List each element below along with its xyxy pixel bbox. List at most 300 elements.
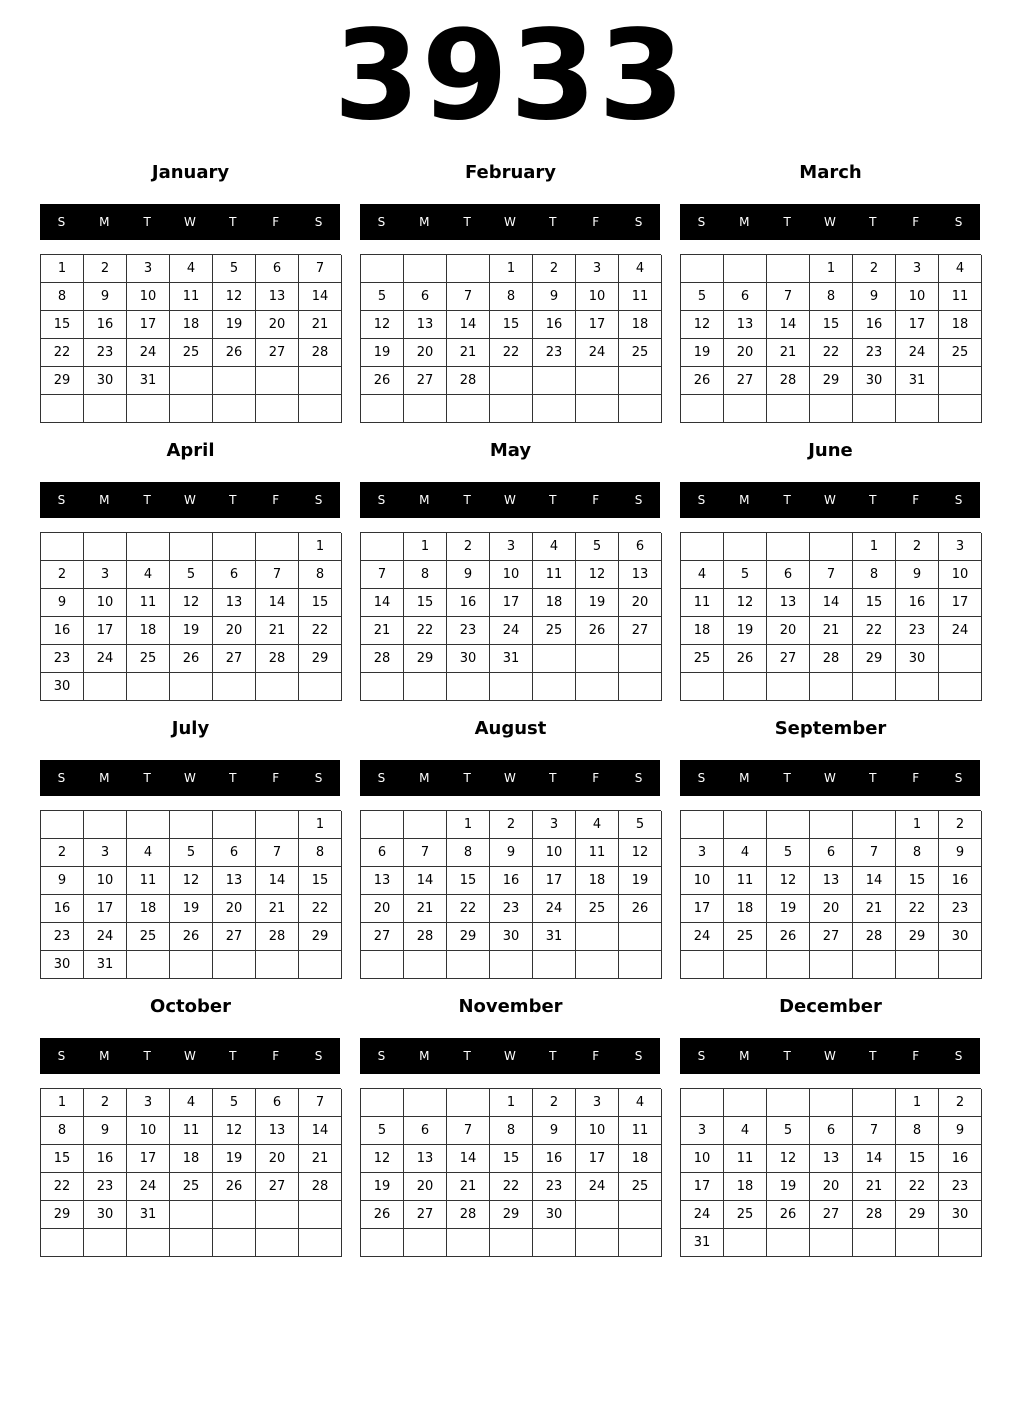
weekday-header — [680, 760, 980, 796]
day-cell: 22 — [490, 339, 533, 367]
day-cell: 7 — [361, 561, 404, 589]
day-cell: 31 — [84, 951, 127, 979]
day-cell: 27 — [213, 923, 256, 951]
day-cell: 18 — [681, 617, 724, 645]
empty-cell — [533, 673, 576, 701]
day-cell: 16 — [84, 311, 127, 339]
empty-cell — [767, 951, 810, 979]
day-cell: 7 — [256, 839, 299, 867]
empty-cell — [896, 1229, 939, 1257]
day-cell: 8 — [490, 1117, 533, 1145]
day-cell: 29 — [490, 1201, 533, 1229]
empty-cell — [127, 673, 170, 701]
day-cell: 6 — [361, 839, 404, 867]
weekday-label: W — [184, 215, 196, 229]
weekday-label: T — [869, 493, 877, 507]
day-cell: 23 — [853, 339, 896, 367]
day-cell: 12 — [213, 283, 256, 311]
day-cell: 8 — [896, 1117, 939, 1145]
day-cell: 3 — [127, 1089, 170, 1117]
day-cell: 22 — [299, 895, 342, 923]
weekday-label: F — [912, 771, 920, 785]
day-cell: 2 — [533, 255, 576, 283]
day-cell: 27 — [810, 1201, 853, 1229]
day-cell: 22 — [490, 1173, 533, 1201]
day-cell: 21 — [256, 617, 299, 645]
day-cell: 3 — [533, 811, 576, 839]
weekday-label: S — [377, 215, 386, 229]
empty-cell — [533, 645, 576, 673]
day-cell: 15 — [896, 1145, 939, 1173]
empty-cell — [41, 533, 84, 561]
day-cell: 16 — [533, 1145, 576, 1173]
empty-cell — [213, 1201, 256, 1229]
day-cell: 24 — [84, 923, 127, 951]
day-cell: 24 — [533, 895, 576, 923]
day-cell: 1 — [853, 533, 896, 561]
day-cell: 9 — [939, 1117, 982, 1145]
empty-cell — [724, 395, 767, 423]
empty-cell — [576, 951, 619, 979]
day-cell: 29 — [896, 923, 939, 951]
empty-cell — [490, 367, 533, 395]
empty-cell — [170, 811, 213, 839]
weekday-label: M — [739, 493, 750, 507]
day-cell: 17 — [576, 1145, 619, 1173]
day-cell: 6 — [256, 1089, 299, 1117]
day-cell: 2 — [853, 255, 896, 283]
empty-cell — [939, 367, 982, 395]
day-cell: 7 — [447, 1117, 490, 1145]
day-cell: 24 — [576, 1173, 619, 1201]
day-cell: 20 — [810, 1173, 853, 1201]
day-cell: 21 — [853, 1173, 896, 1201]
empty-cell — [533, 1229, 576, 1257]
weekday-label: T — [143, 771, 151, 785]
weekday-label: M — [419, 771, 430, 785]
day-cell: 31 — [533, 923, 576, 951]
weekday-label: F — [912, 1049, 920, 1063]
day-cell: 10 — [576, 283, 619, 311]
day-cell: 14 — [447, 1145, 490, 1173]
day-cell: 7 — [810, 561, 853, 589]
day-cell: 30 — [939, 923, 982, 951]
day-cell: 8 — [299, 839, 342, 867]
day-cell: 16 — [939, 867, 982, 895]
day-cell: 13 — [724, 311, 767, 339]
day-cell: 19 — [170, 895, 213, 923]
day-cell: 9 — [84, 283, 127, 311]
empty-cell — [767, 1089, 810, 1117]
day-cell: 16 — [447, 589, 490, 617]
weekday-label: W — [184, 493, 196, 507]
day-cell: 9 — [896, 561, 939, 589]
day-cell: 5 — [681, 283, 724, 311]
weekday-label: T — [869, 771, 877, 785]
day-cell: 27 — [767, 645, 810, 673]
day-cell: 1 — [447, 811, 490, 839]
day-cell: 5 — [213, 255, 256, 283]
day-cell: 15 — [896, 867, 939, 895]
day-cell: 13 — [810, 1145, 853, 1173]
day-cell: 19 — [681, 339, 724, 367]
empty-cell — [361, 533, 404, 561]
empty-cell — [853, 395, 896, 423]
day-cell: 30 — [41, 673, 84, 701]
weekday-label: S — [57, 493, 66, 507]
day-cell: 12 — [767, 867, 810, 895]
weekday-label: F — [272, 493, 280, 507]
day-cell: 29 — [41, 367, 84, 395]
empty-cell — [127, 533, 170, 561]
empty-cell — [619, 645, 662, 673]
empty-cell — [170, 673, 213, 701]
day-cell: 10 — [533, 839, 576, 867]
day-cell: 4 — [127, 561, 170, 589]
empty-cell — [533, 951, 576, 979]
day-cell: 29 — [299, 645, 342, 673]
day-cell: 1 — [41, 255, 84, 283]
weekday-label: F — [592, 493, 600, 507]
day-grid — [360, 810, 661, 979]
day-cell: 8 — [404, 561, 447, 589]
day-cell: 10 — [127, 1117, 170, 1145]
day-cell: 30 — [41, 951, 84, 979]
day-cell: 16 — [939, 1145, 982, 1173]
day-cell: 4 — [681, 561, 724, 589]
day-cell: 8 — [447, 839, 490, 867]
day-cell: 18 — [533, 589, 576, 617]
weekday-label: S — [634, 771, 643, 785]
day-cell: 20 — [404, 339, 447, 367]
empty-cell — [576, 673, 619, 701]
weekday-header — [680, 1038, 980, 1074]
day-cell: 27 — [256, 1173, 299, 1201]
weekday-label: S — [314, 771, 323, 785]
empty-cell — [170, 951, 213, 979]
day-cell: 8 — [810, 283, 853, 311]
day-cell: 26 — [681, 367, 724, 395]
month-name: February — [464, 162, 557, 183]
weekday-label: T — [869, 215, 877, 229]
day-cell: 15 — [810, 311, 853, 339]
day-cell: 10 — [939, 561, 982, 589]
day-cell: 31 — [896, 367, 939, 395]
weekday-label: T — [783, 215, 791, 229]
day-cell: 4 — [619, 1089, 662, 1117]
day-cell: 17 — [84, 617, 127, 645]
day-cell: 27 — [810, 923, 853, 951]
day-cell: 10 — [490, 561, 533, 589]
day-cell: 3 — [84, 839, 127, 867]
empty-cell — [170, 1201, 213, 1229]
day-cell: 22 — [853, 617, 896, 645]
day-cell: 11 — [533, 561, 576, 589]
day-cell: 20 — [810, 895, 853, 923]
empty-cell — [681, 533, 724, 561]
day-cell: 24 — [681, 1201, 724, 1229]
empty-cell — [361, 951, 404, 979]
weekday-label: S — [954, 215, 963, 229]
empty-cell — [361, 673, 404, 701]
day-cell: 30 — [896, 645, 939, 673]
day-cell: 2 — [84, 255, 127, 283]
empty-cell — [681, 255, 724, 283]
day-cell: 5 — [361, 283, 404, 311]
day-cell: 3 — [576, 255, 619, 283]
day-cell: 22 — [447, 895, 490, 923]
day-grid — [680, 254, 981, 423]
weekday-header — [360, 760, 660, 796]
day-cell: 23 — [939, 895, 982, 923]
empty-cell — [576, 1229, 619, 1257]
day-cell: 6 — [213, 839, 256, 867]
day-cell: 22 — [896, 895, 939, 923]
day-cell: 14 — [447, 311, 490, 339]
weekday-label: S — [954, 493, 963, 507]
day-cell: 29 — [404, 645, 447, 673]
month-name: August — [474, 718, 547, 739]
empty-cell — [490, 1229, 533, 1257]
day-cell: 5 — [361, 1117, 404, 1145]
day-cell: 17 — [681, 1173, 724, 1201]
empty-cell — [576, 1201, 619, 1229]
empty-cell — [619, 367, 662, 395]
weekday-label: T — [229, 771, 237, 785]
day-cell: 12 — [767, 1145, 810, 1173]
day-cell: 18 — [576, 867, 619, 895]
day-cell: 9 — [41, 589, 84, 617]
day-cell: 31 — [490, 645, 533, 673]
weekday-label: M — [739, 215, 750, 229]
day-cell: 11 — [724, 867, 767, 895]
empty-cell — [576, 645, 619, 673]
day-grid — [680, 810, 981, 979]
empty-cell — [619, 673, 662, 701]
day-cell: 25 — [170, 339, 213, 367]
day-cell: 21 — [404, 895, 447, 923]
day-cell: 4 — [533, 533, 576, 561]
weekday-label: T — [783, 1049, 791, 1063]
day-cell: 3 — [896, 255, 939, 283]
day-cell: 15 — [299, 867, 342, 895]
day-cell: 2 — [939, 1089, 982, 1117]
day-cell: 13 — [256, 283, 299, 311]
day-grid — [680, 532, 981, 701]
day-cell: 16 — [41, 617, 84, 645]
day-cell: 15 — [490, 1145, 533, 1173]
empty-cell — [84, 395, 127, 423]
day-cell: 1 — [404, 533, 447, 561]
empty-cell — [127, 951, 170, 979]
day-cell: 19 — [213, 311, 256, 339]
day-cell: 11 — [681, 589, 724, 617]
weekday-label: S — [634, 493, 643, 507]
day-cell: 30 — [84, 1201, 127, 1229]
day-cell: 26 — [361, 1201, 404, 1229]
day-cell: 23 — [939, 1173, 982, 1201]
empty-cell — [619, 1229, 662, 1257]
month-name: May — [489, 440, 532, 461]
day-cell: 7 — [256, 561, 299, 589]
weekday-label: W — [184, 771, 196, 785]
day-cell: 25 — [576, 895, 619, 923]
month-name: October — [150, 996, 231, 1017]
day-grid — [40, 810, 341, 979]
day-cell: 12 — [361, 1145, 404, 1173]
day-cell: 6 — [767, 561, 810, 589]
day-cell: 3 — [84, 561, 127, 589]
day-cell: 14 — [299, 283, 342, 311]
weekday-label: T — [783, 771, 791, 785]
day-cell: 4 — [724, 839, 767, 867]
empty-cell — [41, 1229, 84, 1257]
day-cell: 7 — [853, 839, 896, 867]
empty-cell — [619, 951, 662, 979]
weekday-label: T — [143, 215, 151, 229]
day-cell: 20 — [213, 617, 256, 645]
day-cell: 28 — [447, 1201, 490, 1229]
empty-cell — [681, 1089, 724, 1117]
day-cell: 22 — [299, 617, 342, 645]
day-cell: 11 — [939, 283, 982, 311]
day-cell: 23 — [533, 1173, 576, 1201]
day-cell: 18 — [619, 311, 662, 339]
empty-cell — [619, 395, 662, 423]
day-cell: 26 — [767, 923, 810, 951]
day-cell: 6 — [213, 561, 256, 589]
empty-cell — [127, 1229, 170, 1257]
day-cell: 24 — [127, 1173, 170, 1201]
day-cell: 8 — [299, 561, 342, 589]
day-cell: 26 — [170, 923, 213, 951]
day-cell: 20 — [404, 1173, 447, 1201]
weekday-label: F — [272, 1049, 280, 1063]
empty-cell — [404, 673, 447, 701]
empty-cell — [619, 923, 662, 951]
day-cell: 20 — [767, 617, 810, 645]
day-cell: 12 — [170, 589, 213, 617]
day-cell: 21 — [853, 895, 896, 923]
day-grid — [360, 254, 661, 423]
empty-cell — [767, 811, 810, 839]
empty-cell — [724, 1229, 767, 1257]
weekday-header — [40, 1038, 340, 1074]
day-cell: 28 — [361, 645, 404, 673]
day-cell: 21 — [767, 339, 810, 367]
day-cell: 6 — [256, 255, 299, 283]
day-cell: 14 — [299, 1117, 342, 1145]
empty-cell — [41, 811, 84, 839]
day-cell: 19 — [361, 339, 404, 367]
day-cell: 5 — [213, 1089, 256, 1117]
empty-cell — [299, 1229, 342, 1257]
empty-cell — [681, 395, 724, 423]
empty-cell — [939, 951, 982, 979]
empty-cell — [447, 1089, 490, 1117]
empty-cell — [41, 395, 84, 423]
day-cell: 2 — [490, 811, 533, 839]
day-cell: 17 — [576, 311, 619, 339]
day-cell: 22 — [404, 617, 447, 645]
day-cell: 20 — [213, 895, 256, 923]
empty-cell — [767, 533, 810, 561]
day-cell: 19 — [767, 1173, 810, 1201]
day-cell: 14 — [853, 867, 896, 895]
day-cell: 3 — [939, 533, 982, 561]
empty-cell — [256, 367, 299, 395]
day-cell: 13 — [767, 589, 810, 617]
weekday-label: S — [314, 1049, 323, 1063]
empty-cell — [576, 395, 619, 423]
weekday-label: M — [99, 215, 110, 229]
day-cell: 5 — [170, 561, 213, 589]
weekday-label: M — [739, 1049, 750, 1063]
day-cell: 24 — [490, 617, 533, 645]
day-cell: 2 — [41, 561, 84, 589]
weekday-label: W — [504, 771, 516, 785]
empty-cell — [213, 533, 256, 561]
day-grid — [40, 532, 341, 701]
day-cell: 8 — [41, 1117, 84, 1145]
day-cell: 25 — [681, 645, 724, 673]
day-cell: 18 — [939, 311, 982, 339]
day-cell: 7 — [299, 1089, 342, 1117]
empty-cell — [127, 395, 170, 423]
empty-cell — [84, 1229, 127, 1257]
weekday-label: T — [463, 771, 471, 785]
day-cell: 15 — [404, 589, 447, 617]
empty-cell — [767, 395, 810, 423]
day-cell: 23 — [490, 895, 533, 923]
day-cell: 10 — [896, 283, 939, 311]
day-cell: 31 — [127, 1201, 170, 1229]
day-cell: 18 — [127, 617, 170, 645]
day-cell: 12 — [619, 839, 662, 867]
day-cell: 28 — [299, 1173, 342, 1201]
day-cell: 23 — [84, 339, 127, 367]
day-cell: 1 — [896, 1089, 939, 1117]
day-cell: 12 — [361, 311, 404, 339]
day-cell: 1 — [490, 255, 533, 283]
day-cell: 9 — [939, 839, 982, 867]
weekday-label: M — [419, 1049, 430, 1063]
day-cell: 25 — [724, 1201, 767, 1229]
empty-cell — [681, 811, 724, 839]
weekday-label: F — [272, 771, 280, 785]
weekday-label: W — [824, 215, 836, 229]
empty-cell — [213, 673, 256, 701]
day-cell: 20 — [724, 339, 767, 367]
day-cell: 9 — [84, 1117, 127, 1145]
day-cell: 21 — [256, 895, 299, 923]
day-cell: 27 — [404, 367, 447, 395]
day-cell: 5 — [767, 1117, 810, 1145]
weekday-label: T — [229, 215, 237, 229]
weekday-label: F — [592, 1049, 600, 1063]
day-cell: 25 — [724, 923, 767, 951]
weekday-label: S — [314, 493, 323, 507]
empty-cell — [896, 951, 939, 979]
day-cell: 20 — [256, 311, 299, 339]
empty-cell — [619, 1201, 662, 1229]
day-cell: 6 — [724, 283, 767, 311]
day-cell: 3 — [127, 255, 170, 283]
empty-cell — [724, 1089, 767, 1117]
day-cell: 15 — [41, 311, 84, 339]
month-name: March — [799, 162, 862, 183]
weekday-header — [360, 204, 660, 240]
